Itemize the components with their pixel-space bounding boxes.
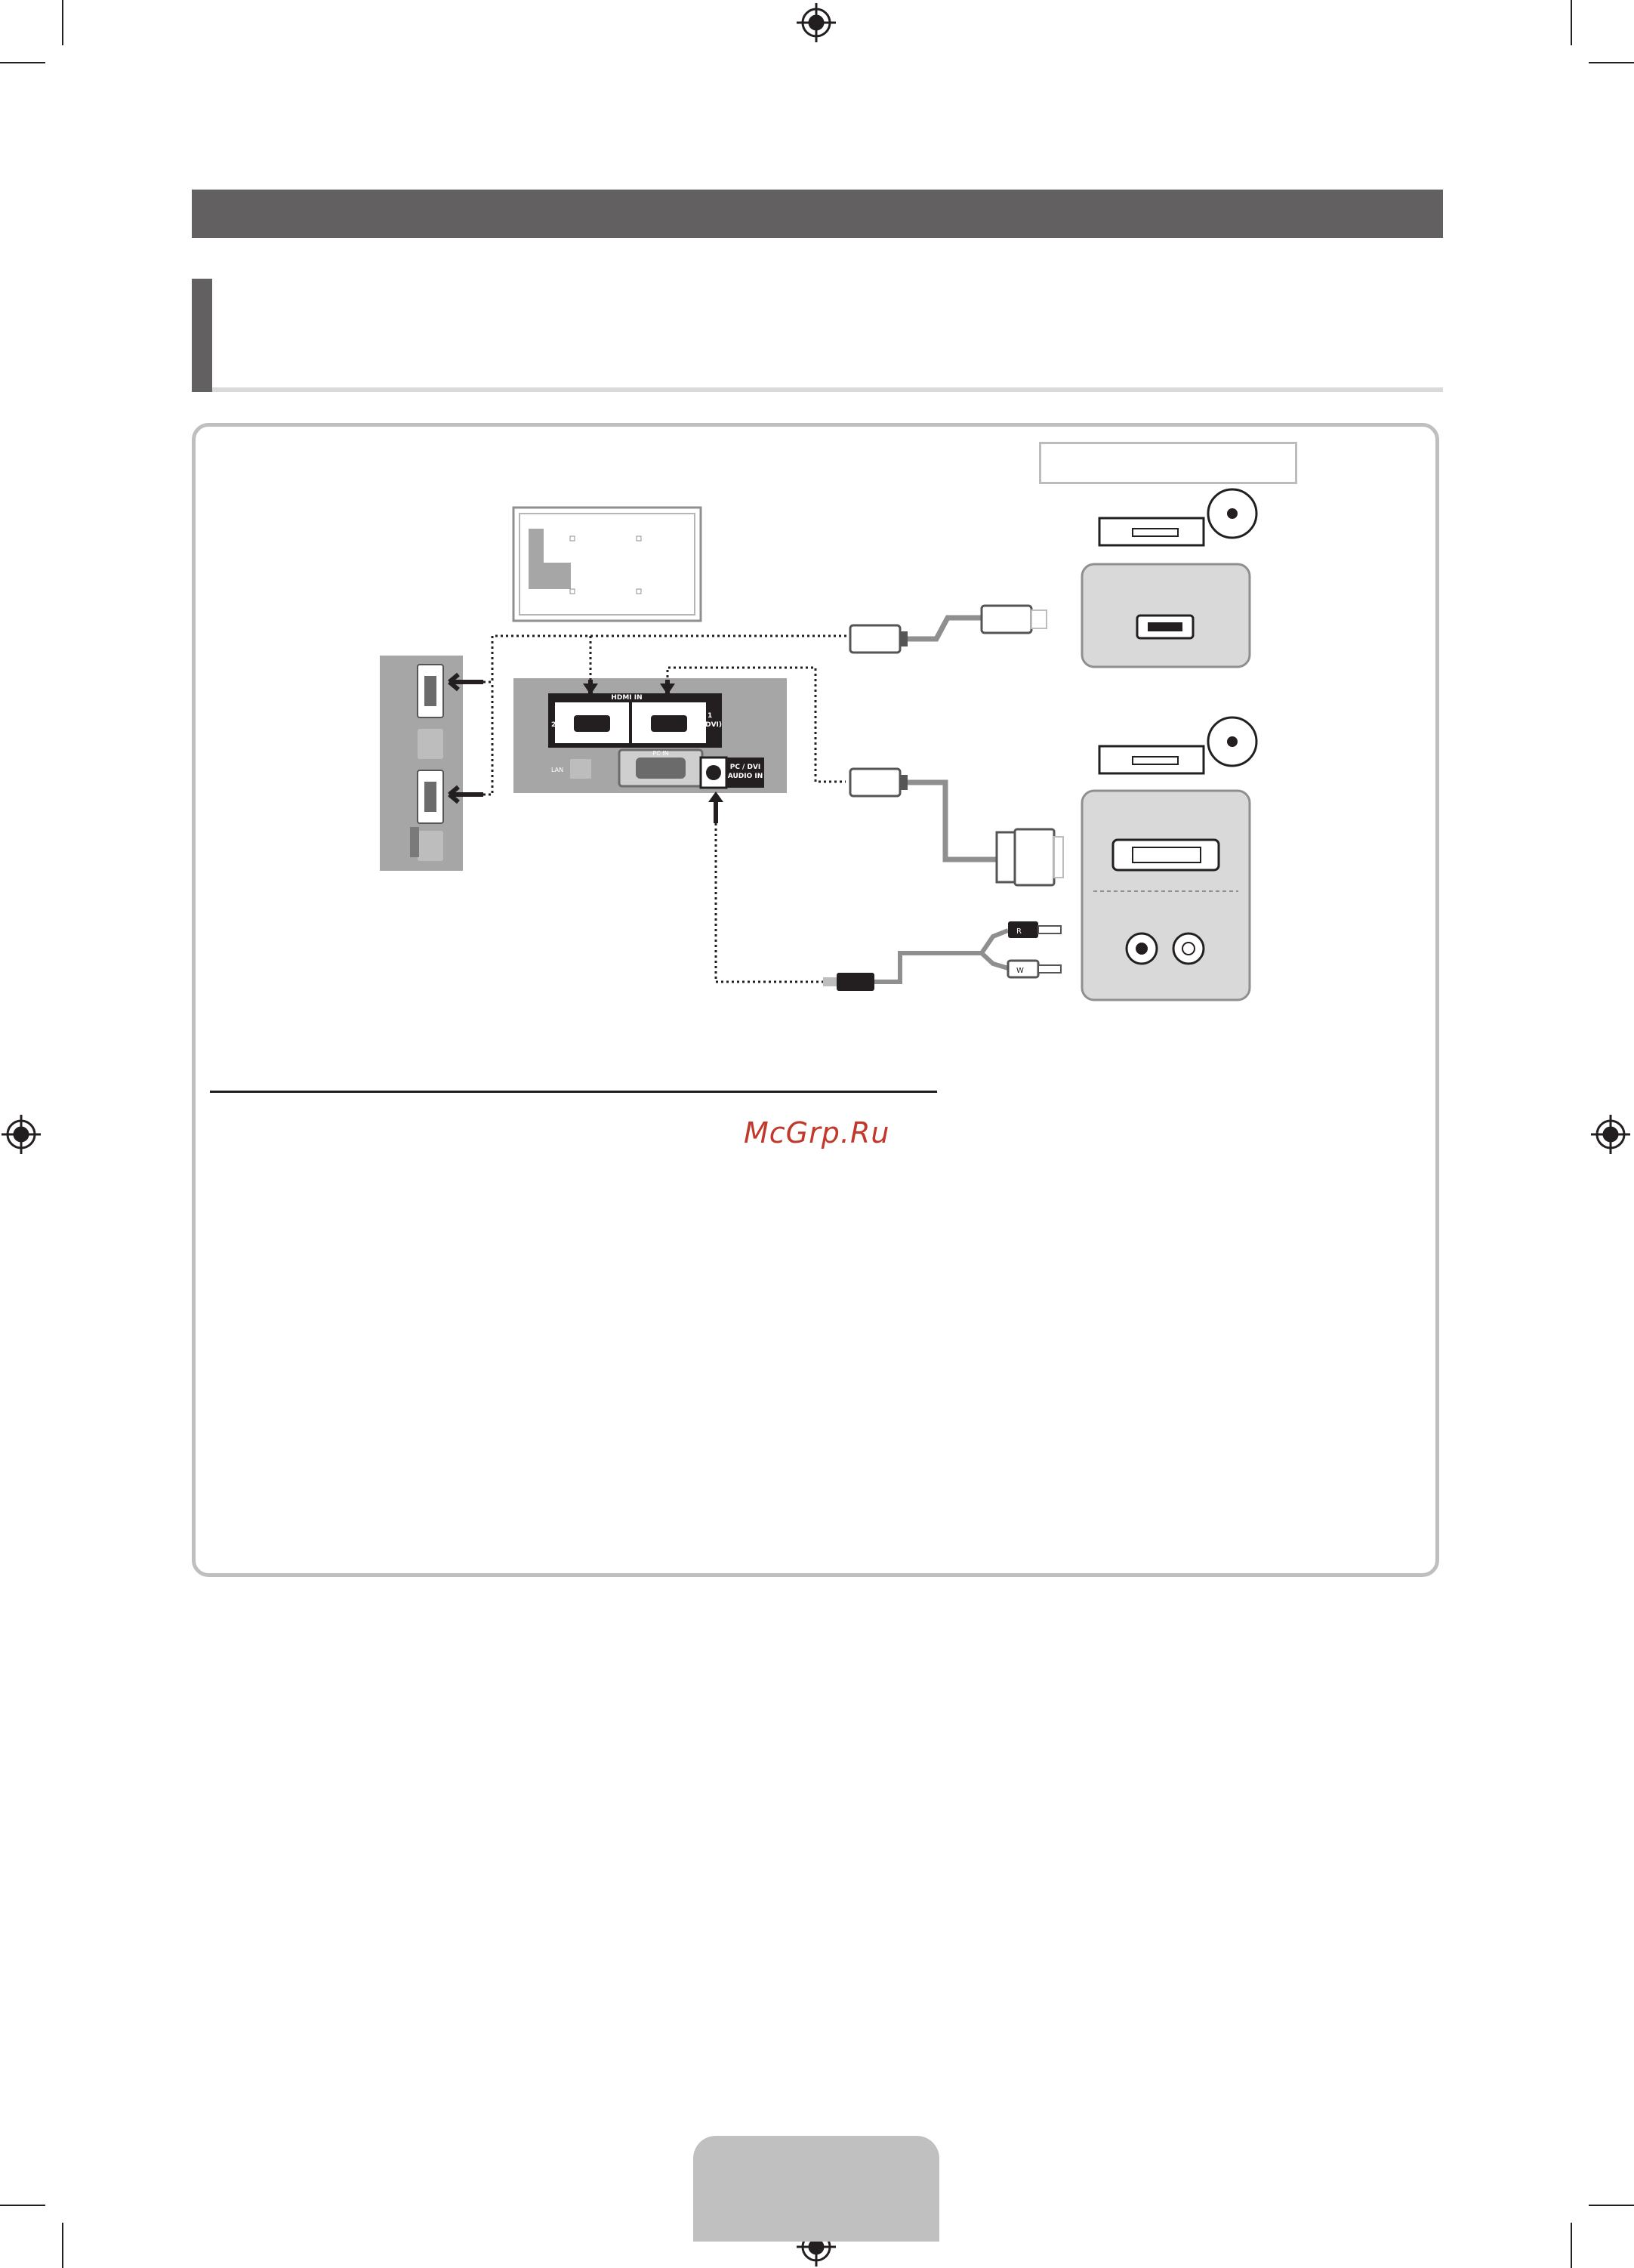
port-2-label: 2 [551, 721, 556, 729]
watermark-text: McGrp.Ru [744, 1116, 890, 1149]
audio-cable [823, 921, 1061, 991]
hdmi-dvi-cable [850, 769, 1063, 885]
tv-rear-outline [513, 508, 701, 621]
device-hdmi-out-panel [1082, 564, 1250, 667]
audio-in-label: AUDIO IN [727, 773, 763, 780]
white-plug-label: W [1016, 967, 1024, 975]
bd-player-icon-top [1099, 489, 1256, 545]
pc-dvi-label: PC / DVI [729, 764, 761, 771]
bd-player-icon-bottom [1099, 717, 1256, 773]
hdmi-in-label: HDMI IN [611, 694, 643, 702]
page-number-tab [693, 2136, 939, 2242]
device-dvi-audio-out-panel [1082, 791, 1250, 1000]
pc-in-label: PC IN [652, 750, 669, 757]
dvi-label: (DVI) [702, 721, 723, 729]
port-1-label: 1 [708, 712, 713, 720]
red-plug-label: R [1016, 927, 1022, 936]
note-divider [210, 1091, 937, 1093]
hdmi-cable-top [850, 606, 1047, 653]
tv-side-panel [380, 656, 483, 871]
lan-label: LAN [551, 767, 564, 773]
